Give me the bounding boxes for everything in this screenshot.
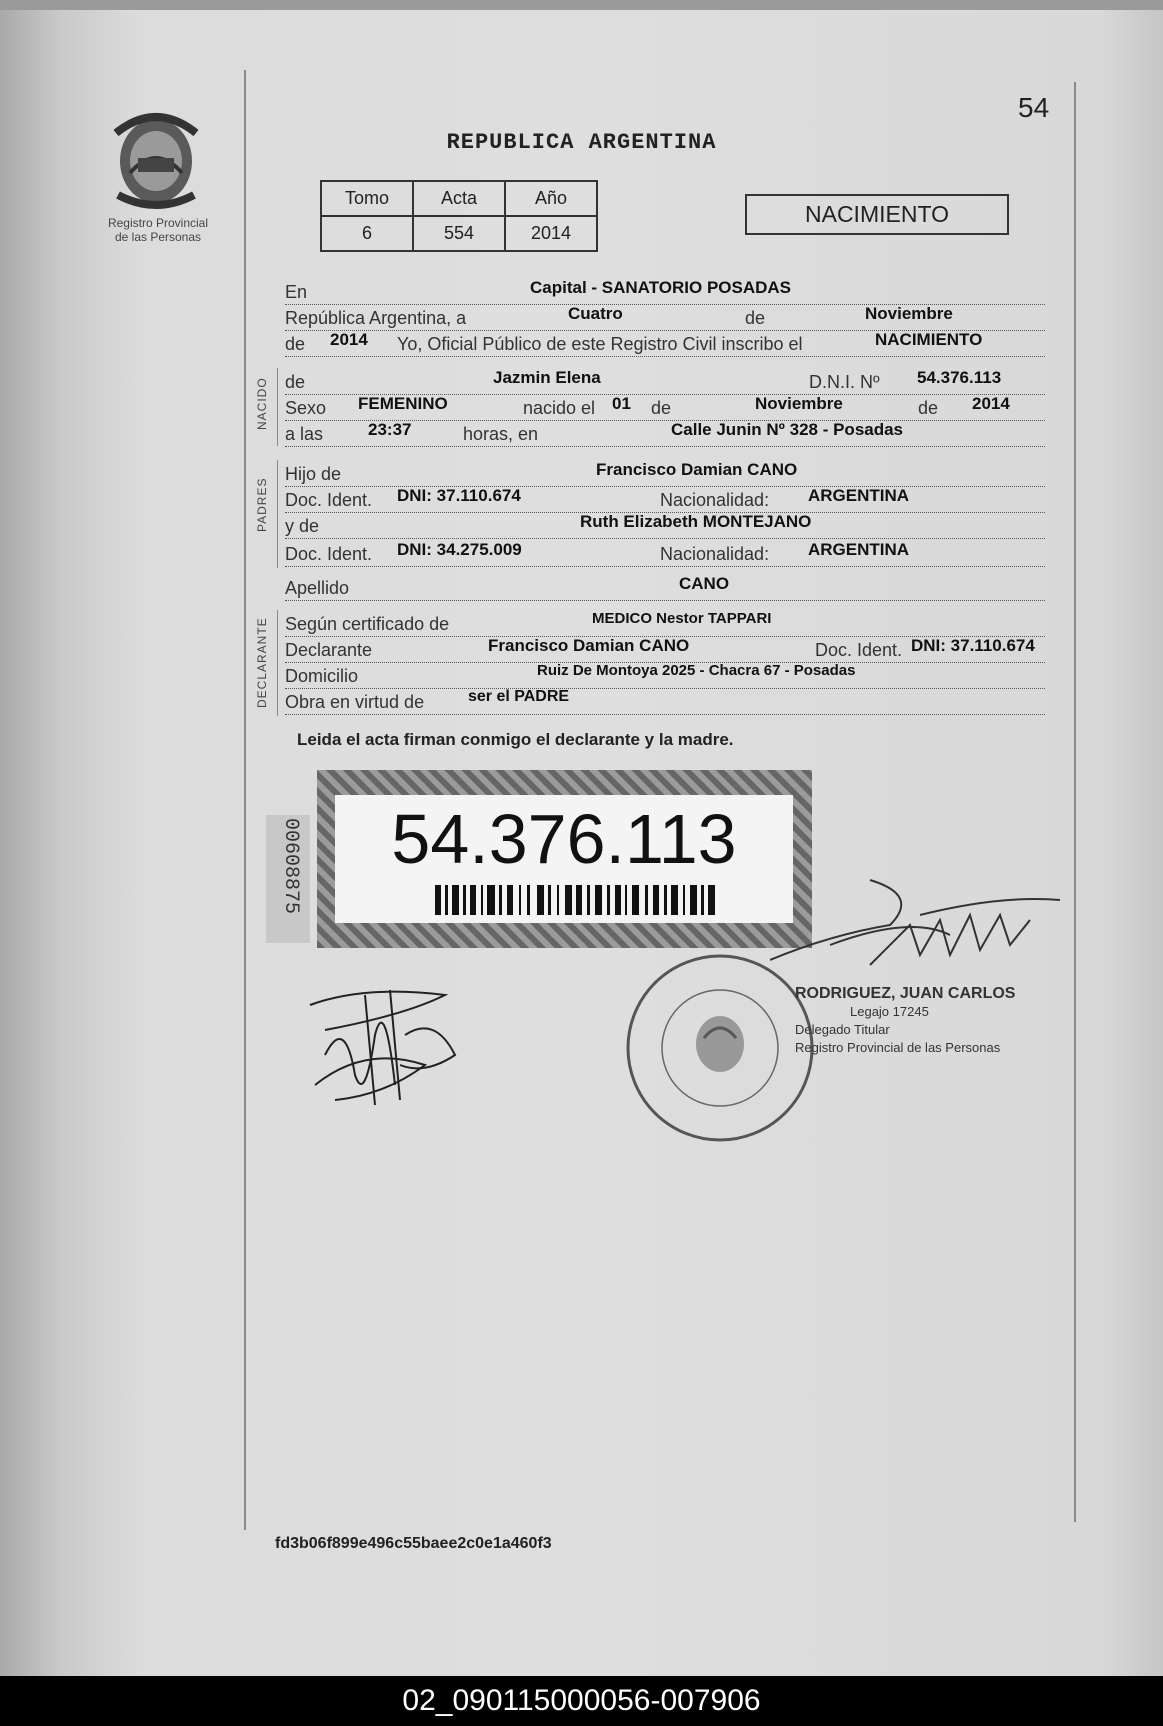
cert-value: MEDICO Nestor TAPPARI [592, 610, 772, 627]
child-de-label: de [285, 372, 306, 392]
apellido-value: CANO [679, 574, 730, 593]
alas-label: a las [285, 424, 324, 444]
form-row-mother-doc [285, 542, 1045, 567]
form-row-date [285, 306, 1045, 331]
form-row-father [285, 462, 1045, 487]
birth-de-label: de [651, 398, 672, 418]
dni-stamp [317, 770, 812, 948]
mother-doc: DNI: 34.275.009 [397, 540, 522, 559]
time-value: 23:37 [368, 420, 412, 439]
form-row-domicilio [285, 664, 1045, 689]
ministry-seal [620, 948, 820, 1148]
book-table [320, 180, 598, 252]
nacido-label: nacido el [523, 398, 596, 418]
declarante-value: Francisco Damian CANO [488, 636, 690, 655]
father-doc-label: Doc. Ident. [285, 490, 373, 510]
side-label-declarante: DECLARANTE [255, 617, 269, 708]
form-row-year [285, 332, 1045, 357]
scan-id-bar: 02_090115000056-007906 [0, 1676, 1163, 1726]
official-office: Registro Provincial de las Personas [795, 1040, 1001, 1055]
tomo-header: Tomo [321, 181, 413, 216]
form-row-cert [285, 612, 1045, 637]
page-number: 54 [1018, 92, 1050, 123]
child-name: Jazmin Elena [493, 368, 601, 387]
official-name: RODRIGUEZ, JUAN CARLOS [795, 985, 1016, 1002]
side-divider-declarante [277, 610, 278, 716]
form-row-sex [285, 396, 1045, 421]
form-row-apellido [285, 576, 1045, 601]
dni-stamp-number: 54.376.113 [391, 800, 737, 878]
yde-label: y de [285, 516, 320, 536]
declarante-doc: DNI: 37.110.674 [911, 636, 1035, 655]
obra-value: ser el PADRE [468, 688, 570, 705]
birth-year-label: de [918, 398, 939, 418]
father-nat: ARGENTINA [808, 486, 910, 505]
registry-caption [88, 216, 228, 244]
year-value: 2014 [330, 330, 368, 349]
stamp-serial: 00608875 [279, 818, 302, 915]
record-type-value: NACIMIENTO [875, 330, 983, 349]
year-prefix: de [285, 334, 306, 354]
en-label: En [285, 282, 308, 302]
record-type-box: NACIMIENTO [745, 194, 1009, 235]
mother-nat: ARGENTINA [808, 540, 910, 559]
en-value: Capital - SANATORIO POSADAS [530, 278, 792, 297]
side-label-padres: PADRES [255, 477, 269, 532]
acta-value: 554 [413, 216, 505, 251]
declarante-doc-label: Doc. Ident. [815, 640, 903, 660]
day-words: Cuatro [568, 304, 623, 323]
de-label: de [745, 308, 766, 328]
birth-month: Noviembre [755, 394, 843, 413]
form-row-time [285, 422, 1045, 447]
registry-caption-line-1: Registro Provincial [107, 216, 209, 230]
birth-day: 01 [612, 394, 631, 413]
declarant-signature [305, 975, 470, 1115]
dni-label: D.N.I. Nº [809, 372, 880, 392]
dni-value: 54.376.113 [917, 368, 1002, 387]
province-crest-icon [108, 103, 204, 213]
sexo-label: Sexo [285, 398, 327, 418]
country-title: REPUBLICA ARGENTINA [446, 130, 717, 155]
cert-label: Según certificado de [285, 614, 450, 634]
right-margin-line [1074, 82, 1076, 1522]
side-divider-padres [277, 460, 278, 568]
horas-label: horas, en [463, 424, 539, 444]
side-label-nacido: NACIDO [255, 377, 269, 430]
dni-stamp-inner [335, 795, 793, 923]
month-value: Noviembre [865, 304, 953, 323]
father-name: Francisco Damian CANO [596, 460, 798, 479]
form-row-mother [285, 514, 1045, 539]
domicilio-label: Domicilio [285, 666, 359, 686]
father-nat-label: Nacionalidad: [660, 490, 770, 510]
birth-year: 2014 [972, 394, 1010, 413]
form-row-en [285, 280, 1045, 305]
tomo-value: 6 [321, 216, 413, 251]
republica-label: República Argentina, a [285, 308, 467, 328]
left-margin-line [244, 70, 246, 1530]
apellido-label: Apellido [285, 578, 350, 598]
official-role: Delegado Titular [795, 1022, 890, 1037]
form-row-father-doc [285, 488, 1045, 513]
form-row-obra [285, 690, 1045, 715]
official-legajo: Legajo 17245 [850, 1004, 929, 1019]
form-row-declarante [285, 638, 1045, 663]
mother-doc-label: Doc. Ident. [285, 544, 373, 564]
document-hash: fd3b06f899e496c55baee2c0e1a460f3 [275, 1535, 552, 1552]
barcode-icon [435, 885, 715, 915]
hijo-label: Hijo de [285, 464, 342, 484]
ano-value: 2014 [505, 216, 597, 251]
official-text: Yo, Oficial Público de este Registro Civil inscribo el [397, 334, 803, 354]
domicilio-value: Ruiz De Montoya 2025 - Chacra 67 - Posadas [537, 662, 856, 679]
declarante-label: Declarante [285, 640, 373, 660]
official-block [795, 985, 1015, 1057]
mother-nat-label: Nacionalidad: [660, 544, 770, 564]
side-divider-nacido [277, 368, 278, 446]
page-top-edge [0, 0, 1163, 10]
father-doc: DNI: 37.110.674 [397, 486, 521, 505]
ano-header: Año [505, 181, 597, 216]
registry-caption-line-2: de las Personas [114, 230, 202, 244]
form-row-child [285, 370, 1045, 395]
acta-header: Acta [413, 181, 505, 216]
place-value: Calle Junin Nº 328 - Posadas [671, 420, 904, 439]
closing-statement: Leida el acta firman conmigo el declarante y la madre. [297, 730, 734, 749]
mother-name: Ruth Elizabeth MONTEJANO [580, 512, 812, 531]
sexo-value: FEMENINO [358, 394, 448, 413]
obra-label: Obra en virtud de [285, 692, 425, 712]
